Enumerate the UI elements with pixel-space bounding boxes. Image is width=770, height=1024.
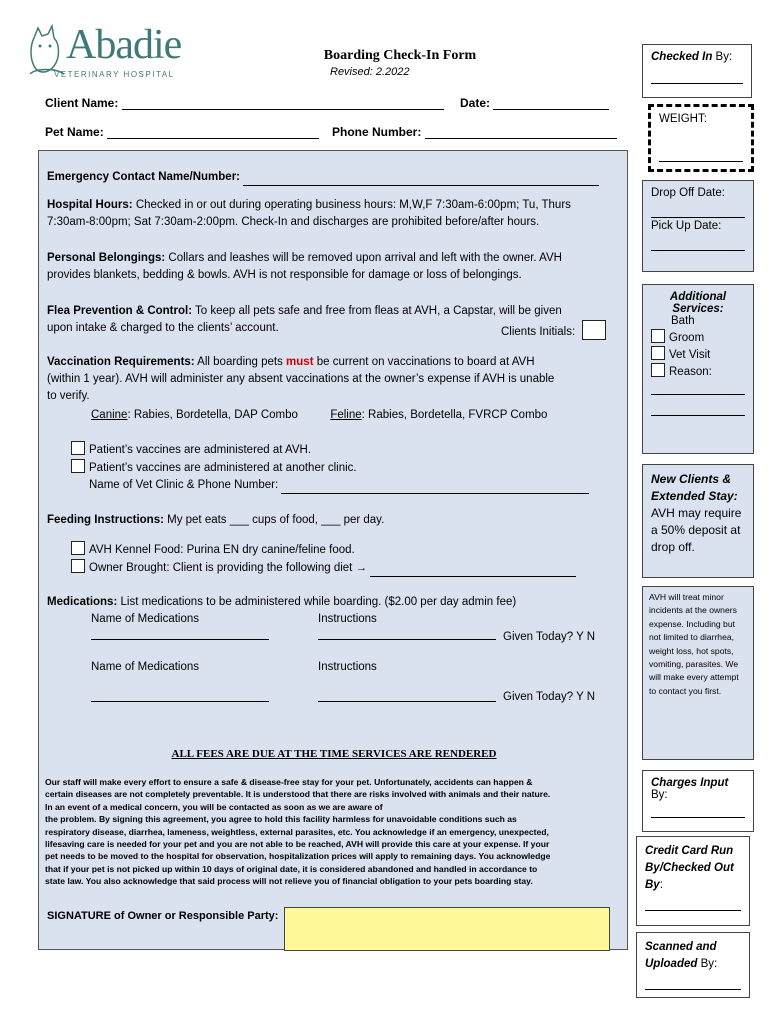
phone-label: Phone Number:	[332, 125, 422, 139]
vaccine-other-label: Patient’s vaccines are administered at another clinic.	[89, 462, 357, 474]
belongings-text-2: provides blankets, bedding & bowls. AVH is not responsible for damage or loss of belongings.	[47, 269, 522, 281]
fees-notice: ALL FEES ARE DUE AT THE TIME SERVICES ARE RENDERED	[171, 748, 497, 760]
new-clients-title: New Clients & Extended Stay:	[651, 472, 738, 503]
disclaimer-line: state law. You also acknowledge that said process will not relieve you of financial obligation to your pets boarding stay.	[45, 876, 533, 887]
emergency-line[interactable]	[243, 173, 599, 186]
reason-line-2[interactable]	[651, 403, 745, 416]
canine-vaccines: : Rabies, Bordetella, DAP Combo	[127, 409, 298, 421]
logo-name: Abadie	[66, 22, 182, 68]
treatment-notice-text: AVH will treat minor incidents at the owners expense. Including but not limited to diarrhea, weight loss, hot spots, vomiting, parasites. We will make every attempt to contact you first.	[649, 592, 739, 696]
med-name-header-1: Name of Medications	[91, 613, 200, 625]
belongings-label: Personal Belongings:	[47, 252, 166, 264]
date-label: Date:	[460, 96, 491, 110]
flea-label: Flea Prevention & Control:	[47, 305, 193, 317]
hours-text-1: Checked in or out during operating business hours: M,W,F 7:30am-6:00pm; Tu, Thurs	[132, 199, 571, 211]
vaccine-avh-checkbox[interactable]	[71, 441, 85, 455]
credit-card-label: Credit Card Run By/Checked Out By	[645, 845, 734, 891]
med-instr-line-2[interactable]	[318, 701, 496, 702]
med-instr-line-1[interactable]	[318, 639, 496, 640]
feeding-option-owner[interactable]	[71, 559, 641, 577]
vet-visit-checkbox[interactable]	[651, 346, 665, 360]
med-instr-header-1: Instructions	[318, 613, 377, 625]
additional-services-title: Additional Services:	[669, 291, 727, 315]
disclaimer-line: respiratory disease, diarrhea, lameness, weightless, external parasites, etc. You acknowledge if an emergency, unexpected,	[45, 826, 549, 837]
scanned-uploaded-by: By:	[697, 958, 718, 970]
feeding-option-avh[interactable]	[71, 541, 641, 559]
drop-off-line[interactable]	[651, 205, 745, 218]
weight-label: WEIGHT:	[659, 113, 707, 125]
disclaimer	[45, 776, 631, 888]
must-emphasis: must	[286, 356, 314, 368]
diet-line[interactable]	[370, 564, 576, 577]
groom-checkbox[interactable]	[651, 329, 665, 343]
initials-label: Clients Initials:	[501, 326, 576, 338]
credit-card-box[interactable]	[636, 836, 750, 926]
drop-off-label: Drop Off Date:	[651, 187, 725, 199]
charges-input-line[interactable]	[651, 805, 745, 818]
med-name-header-2: Name of Medications	[91, 661, 200, 673]
revised-date: Revised: 2.2022	[330, 66, 410, 78]
vaccination-label: Vaccination Requirements:	[47, 356, 195, 368]
emergency-label: Emergency Contact Name/Number:	[47, 171, 240, 183]
vet-visit-label: Vet Visit	[669, 349, 711, 361]
given-today-1[interactable]: Given Today? Y N	[503, 631, 596, 643]
weight-line[interactable]	[659, 149, 743, 162]
reason-line-1[interactable]	[651, 382, 745, 395]
medications-text: List medications to be administered while boarding. ($2.00 per day admin fee)	[117, 596, 517, 608]
flea-text-1: To keep all pets safe and free from fleas at AVH, a Capstar, will be given	[192, 305, 562, 317]
feeding-label: Feeding Instructions:	[47, 514, 164, 526]
vet-clinic-line[interactable]	[281, 481, 589, 494]
form-title: Boarding Check-In Form	[323, 48, 477, 63]
medications-label: Medications:	[47, 596, 118, 608]
pet-name-line[interactable]	[107, 126, 319, 139]
dates-box[interactable]	[642, 180, 754, 272]
feeding-text: My pet eats ___ cups of food, ___ per day.	[163, 514, 385, 526]
charges-input-by: By:	[651, 789, 668, 801]
phone-line[interactable]	[425, 126, 617, 139]
belongings-text-1: Collars and leashes will be removed upon arrival and left with the owner. AVH	[165, 252, 562, 264]
vet-visit-option[interactable]	[651, 346, 745, 361]
hospital-hours	[47, 197, 617, 231]
canine-label: Canine	[91, 409, 128, 421]
scanned-uploaded-box[interactable]	[636, 932, 750, 998]
signature-label-text: SIGNATURE of Owner or Responsible Party	[47, 910, 275, 922]
groom-label: Groom	[669, 332, 705, 344]
scanned-uploaded-line[interactable]	[645, 977, 741, 990]
disclaimer-line: that if your pet is not picked up within 10 days of original date, it is considered abandoned and handled in accordance to	[45, 863, 538, 874]
client-name-line[interactable]	[122, 97, 444, 110]
hours-text-2: 7:30am-8:00pm; Sat 7:30am-2:00pm. Check-In and discharges are prohibited before/after hours.	[47, 216, 540, 228]
treatment-notice-box	[642, 586, 754, 760]
hospital-logo	[26, 22, 182, 84]
date-line[interactable]	[493, 97, 609, 110]
checked-in-line[interactable]	[651, 71, 743, 84]
medications	[47, 594, 617, 611]
disclaimer-line: pet needs to be moved to the hospital for observation, hospitalization prices will apply to remaining days. You acknowledge	[45, 851, 551, 862]
weight-box[interactable]	[648, 104, 754, 172]
credit-card-line[interactable]	[645, 898, 741, 911]
pet-name-field[interactable]	[45, 125, 319, 139]
phone-field[interactable]	[332, 125, 617, 139]
feeding-owner-checkbox[interactable]	[71, 559, 85, 573]
charges-input-box[interactable]	[642, 770, 754, 832]
main-form-panel	[38, 150, 628, 950]
vaccine-other-checkbox[interactable]	[71, 459, 85, 473]
reason-checkbox[interactable]	[651, 363, 665, 377]
credit-card-colon: :	[659, 879, 663, 891]
logo-subtitle: VETERINARY HOSPITAL	[54, 70, 175, 79]
vaccination-text-1a: All boarding pets	[194, 356, 287, 368]
given-today-2[interactable]: Given Today? Y N	[503, 691, 596, 703]
vet-clinic-field[interactable]	[89, 477, 659, 494]
pick-up-label: Pick Up Date:	[651, 220, 722, 232]
med-name-line-2[interactable]	[91, 701, 269, 702]
initials-box[interactable]	[582, 320, 606, 340]
client-name-field[interactable]	[45, 96, 444, 110]
checked-in-box[interactable]	[642, 44, 752, 98]
med-name-line-1[interactable]	[91, 639, 269, 640]
disclaimer-line: the problem. By signing this agreement, you agree to hold this facility harmless for unavoidable conditions such as	[45, 814, 517, 825]
feline-label: Feline	[330, 409, 362, 421]
vaccine-option-other[interactable]	[71, 459, 641, 477]
feeding-owner-label: Owner Brought: Client is providing the following diet →	[89, 562, 368, 574]
reason-option[interactable]	[651, 363, 745, 378]
flea-text-2: upon intake & charged to the clients’ account.	[47, 322, 279, 334]
date-field[interactable]	[460, 96, 609, 110]
feeding-avh-checkbox[interactable]	[71, 541, 85, 555]
signature-box[interactable]	[284, 907, 610, 951]
signature-label: SIGNATURE of Owner or Responsible Party:	[47, 910, 279, 922]
clients-initials-field[interactable]	[501, 320, 621, 341]
vaccine-lists	[91, 407, 661, 424]
disclaimer-line: lifesaving care is needed for your pet and you are not able to be reached, AVH will provide this care at your expense. If your	[45, 839, 550, 850]
new-clients-text: AVH may require a 50% deposit at drop off.	[651, 506, 742, 554]
vaccination-text-3: to verify.	[47, 390, 90, 402]
vaccine-avh-label: Patient’s vaccines are administered at AVH.	[89, 444, 312, 456]
feeding-avh-label: AVH Kennel Food: Purina EN dry canine/feline food.	[89, 544, 355, 556]
disclaimer-line: certain diseases are not completely preventable. It is understood that there are risks involved with animals and their nature.	[45, 789, 551, 800]
personal-belongings	[47, 250, 617, 284]
scanned-uploaded-label: Scanned and Uploaded	[645, 941, 717, 970]
hours-label: Hospital Hours:	[47, 199, 133, 211]
charges-input-label: Charges Input	[651, 777, 729, 789]
disclaimer-line: Our staff will make every effort to ensure a safe & disease-free stay for your pet. Unfortunately, accidents can happen &	[45, 777, 533, 787]
disclaimer-line: In an event of a medical concern, you will be contacted as soon as we are aware of	[45, 801, 383, 812]
checked-in-by: By:	[712, 51, 733, 63]
groom-option[interactable]	[651, 329, 745, 344]
vaccination-text-1b: be current on vaccinations to board at AVH	[313, 356, 535, 368]
emergency-contact[interactable]	[47, 169, 617, 186]
bath-label: Bath	[671, 315, 695, 327]
feeding-instructions	[47, 512, 617, 529]
feline-vaccines: : Rabies, Bordetella, FVRCP Combo	[361, 409, 548, 421]
vaccination-text-2: (within 1 year). AVH will administer any absent vaccinations at the owner’s expense if AVH is unable	[47, 373, 555, 385]
reason-label: Reason:	[669, 366, 712, 378]
vaccination-requirements	[47, 354, 617, 405]
pick-up-line[interactable]	[651, 238, 745, 251]
checked-in-label: Checked In	[651, 51, 713, 63]
vet-clinic-label: Name of Vet Clinic & Phone Number:	[89, 479, 279, 491]
pet-name-label: Pet Name:	[45, 125, 104, 139]
new-clients-box	[642, 464, 754, 578]
med-instr-header-2: Instructions	[318, 661, 377, 673]
additional-services-box	[642, 284, 754, 454]
vaccine-option-avh[interactable]	[71, 441, 641, 459]
client-name-label: Client Name:	[45, 96, 119, 110]
